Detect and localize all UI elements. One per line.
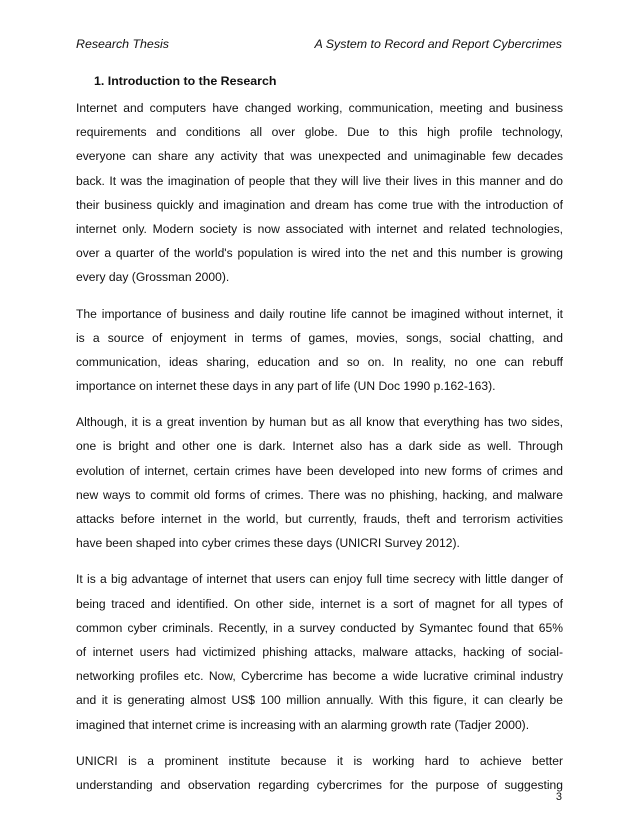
paragraph: [76, 567, 563, 736]
text-line: Although, it is a great invention by human but as all know that everything has two sides,: [76, 415, 563, 430]
text-line: importance on internet these days in any part of life (UN Doc 1990 p.162-163).: [76, 379, 496, 394]
text-line: being traced and identified. On other side, internet is a sort of magnet for all types of: [76, 596, 563, 611]
text-line: networking profiles etc. Now, Cybercrime has become a wide lucrative criminal industry: [76, 669, 563, 684]
text-line: UNICRI is a prominent institute because it is working hard to achieve better: [76, 753, 563, 768]
paragraph: [76, 302, 563, 399]
text-line: internet only. Modern society is now associated with internet and related technologies,: [76, 221, 563, 236]
text-line: Internet and computers have changed working, communication, meeting and business: [76, 101, 563, 115]
text-line: every day (Grossman 2000).: [76, 270, 230, 285]
text-line: have been shaped into cyber crimes these days (UNICRI Survey 2012).: [76, 536, 460, 551]
section-heading: 1. Introduction to the Research: [94, 74, 277, 88]
text-line: evolution of internet, certain crimes have been developed into new forms of crimes and: [76, 463, 563, 478]
header-right-title: A System to Record and Report Cybercrimes: [314, 37, 562, 51]
text-line: understanding and observation regarding cybercrimes for the purpose of suggesting: [76, 777, 563, 792]
text-line: The importance of business and daily routine life cannot be imagined without internet, it: [76, 306, 563, 321]
text-line: new ways to commit old forms of crimes. There was no phishing, hacking, and malware: [76, 487, 563, 502]
text-line: back. It was the imagination of people that they will live their lives in this manner and do: [76, 173, 563, 188]
header-left-title: Research Thesis: [76, 37, 169, 51]
text-line: one is bright and other one is dark. Internet also has a dark side as well. Through: [76, 439, 563, 454]
text-line: requirements and conditions all over globe. Due to this high profile technology,: [76, 125, 563, 140]
text-line: over a quarter of the world's population is wired into the net and this number is growing: [76, 246, 563, 261]
text-line: and it is generating almost US$ 100 million annually. With this figure, it can clearly be: [76, 693, 563, 708]
text-line: imagined that internet crime is increasing with an alarming growth rate (Tadjer 2000).: [76, 717, 530, 732]
text-line: is a source of enjoyment in terms of games, movies, songs, social chatting, and: [76, 330, 563, 345]
page-number: 3: [555, 791, 562, 803]
paragraph: [76, 749, 563, 797]
text-line: It is a big advantage of internet that users can enjoy full time secrecy with little danger of: [76, 572, 563, 587]
paragraph: [76, 410, 563, 555]
text-line: everyone can share any activity that was unexpected and unimaginable few decades: [76, 149, 563, 164]
paragraphs: [76, 96, 563, 797]
document-body: [76, 72, 563, 809]
text-line: of internet users had victimized phishing attacks, malware attacks, hacking of social-: [76, 644, 563, 659]
text-line: attacks before internet in the world, but currently, frauds, theft and terrorism activities: [76, 512, 563, 526]
running-header: [76, 37, 562, 55]
paragraph: [76, 96, 563, 290]
text-line: communication, ideas sharing, education and so on. In reality, no one can rebuff: [76, 354, 563, 369]
text-line: common cyber criminals. Recently, in a survey conducted by Symantec found that 65%: [76, 620, 563, 635]
text-line: their business quickly and imagination and dream has come true with the introduction of: [76, 197, 563, 212]
